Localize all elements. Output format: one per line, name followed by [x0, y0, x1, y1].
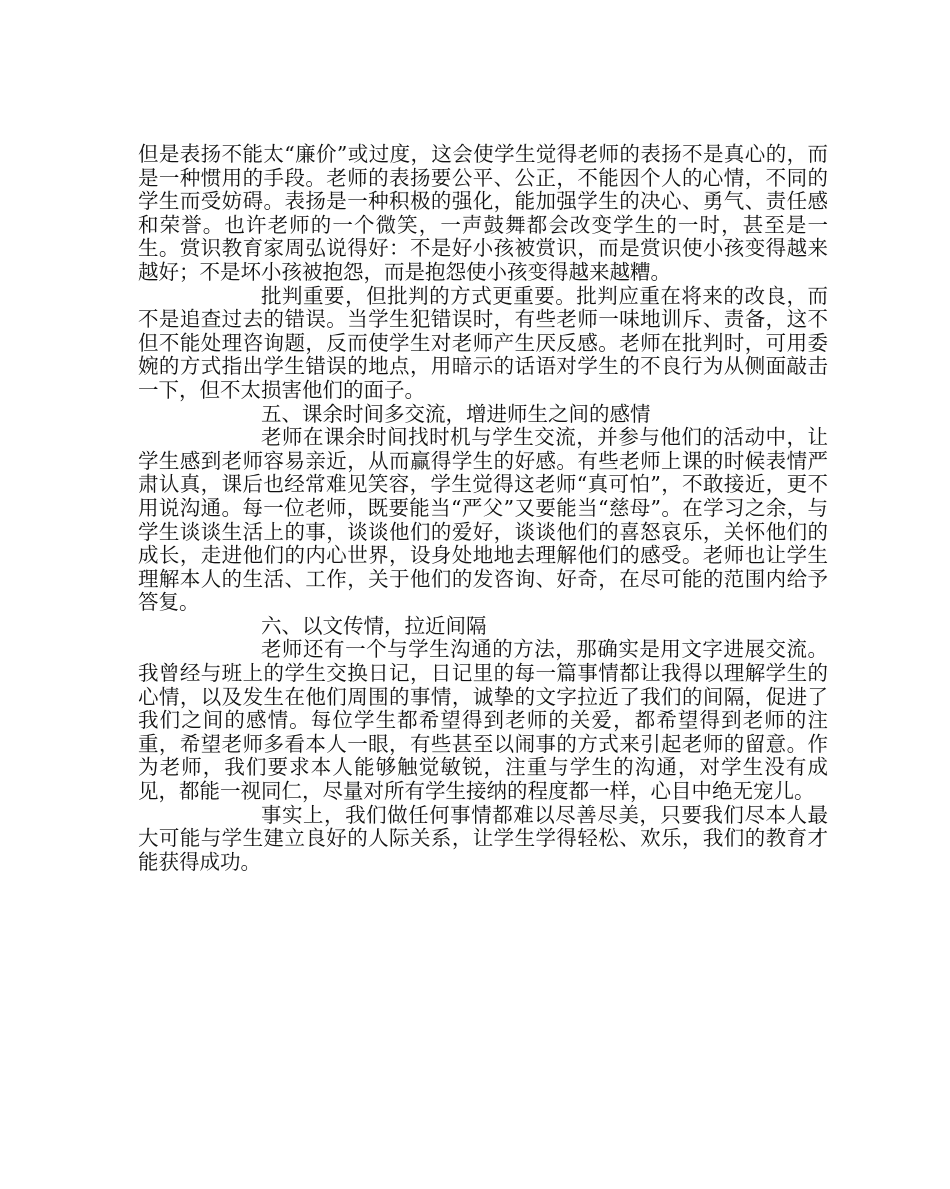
section-heading-6: 六、以文传情，拉近间隔 [261, 613, 487, 638]
document-body [138, 143, 828, 874]
section-heading-5: 五、课余时间多交流，增进师生之间的感情 [261, 401, 651, 426]
paragraph-praise: 但是表扬不能太“廉价”或过度，这会使学生觉得老师的表扬不是真心的，而是一种惯用的手段。老师的表扬要公平、公正，不能因个人的心情，不同的学生而受妨碍。表扬是一种积极的强化，能加强学生的决心、勇气、责任感和荣誉。也许老师的一个微笑，一声鼓舞都会改变学生的一时，甚至是一生。赏识教育家周弘说得好：不是好小孩被赏识，而是赏识使小孩变得越来越好；不是坏小孩被抱怨，而是抱怨使小孩变得越来越糟。 [138, 142, 828, 284]
paragraph-communication: 老师在课余时间找时机与学生交流，并参与他们的活动中，让学生感到老师容易亲近，从而赢得学生的好感。有些老师上课的时候表情严肃认真，课后也经常难见笑容，学生觉得这老师“真可怕”，不敢接近，更不用说沟通。每一位老师，既要能当“严父”又要能当“慈母”。在学习之余，与学生谈谈生活上的事，谈谈他们的爱好，谈谈他们的喜怒哀乐，关怀他们的成长，走进他们的内心世界，设身处地地去理解他们的感受。老师也让学生理解本人的生活、工作，关于他们的发咨询、好奇，在尽可能的范围内给予答复。 [138, 425, 828, 615]
paragraph-conclusion: 事实上，我们做任何事情都难以尽善尽美，只要我们尽本人最大可能与学生建立良好的人际关系，让学生学得轻松、欢乐，我们的教育才能获得成功。 [138, 802, 828, 874]
paragraph-writing: 老师还有一个与学生沟通的方法，那确实是用文字进展交流。我曾经与班上的学生交换日记，日记里的每一篇事情都让我得以理解学生的心情，以及发生在他们周围的事情，诚挚的文字拉近了我们的间隔，促进了我们之间的感情。每位学生都希望得到老师的关爱，都希望得到老师的注重，希望老师多看本人一眼，有些甚至以闹事的方式来引起老师的留意。作为老师，我们要求本人能够触觉敏锐，注重与学生的沟通，对学生没有成见，都能一视同仁，尽量对所有学生接纳的程度都一样，心目中绝无宠儿。 [138, 637, 828, 804]
paragraph-criticism: 批判重要，但批判的方式更重要。批判应重在将来的改良，而不是追查过去的错误。当学生犯错误时，有些老师一味地训斥、责备，这不但不能处理咨询题，反而使学生对老师产生厌反感。老师在批判时，可用委婉的方式指出学生错误的地点，用暗示的话语对学生的不良行为从侧面敲击一下，但不太损害他们的面子。 [138, 283, 828, 402]
